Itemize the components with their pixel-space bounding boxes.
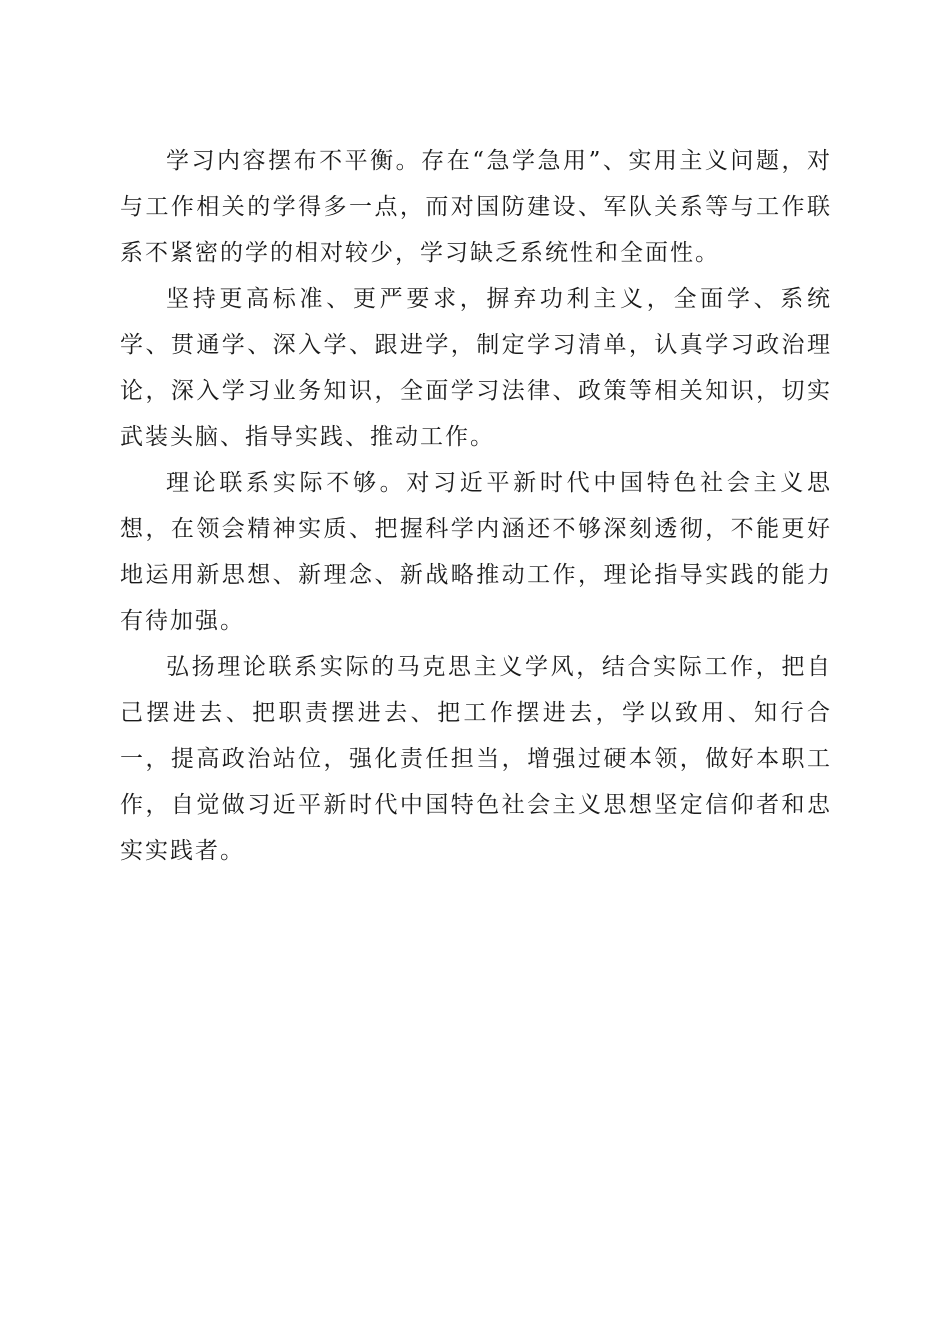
paragraph-problem-study-imbalance: 学习内容摆布不平衡。存在“急学急用”、实用主义问题，对与工作相关的学得多一点，而对国防建设、军队关系等与工作联系不紧密的学的相对较少，学习缺乏系统性和全面性。 — [120, 148, 832, 266]
paragraph-problem-theory-practice: 理论联系实际不够。对习近平新时代中国特色社会主义思想，在领会精神实质、把握科学内涵还不够深刻透彻，不能更好地运用新思想、新理念、新战略推动工作，理论指导实践的能力有待加强。 — [120, 470, 832, 634]
document-body — [120, 138, 832, 874]
paragraph-measure-theory-practice: 弘扬理论联系实际的马克思主义学风，结合实际工作，把自己摆进去、把职责摆进去、把工作摆进去，学以致用、知行合一，提高政治站位，强化责任担当，增强过硬本领，做好本职工作，自觉做习近平新时代中国特色社会主义思想坚定信仰者和忠实实践者。 — [120, 654, 832, 864]
paragraph-measure-study-standards: 坚持更高标准、更严要求，摒弃功利主义，全面学、系统学、贯通学、深入学、跟进学，制定学习清单，认真学习政治理论，深入学习业务知识，全面学习法律、政策等相关知识，切实武装头脑、指导实践、推动工作。 — [120, 286, 832, 450]
